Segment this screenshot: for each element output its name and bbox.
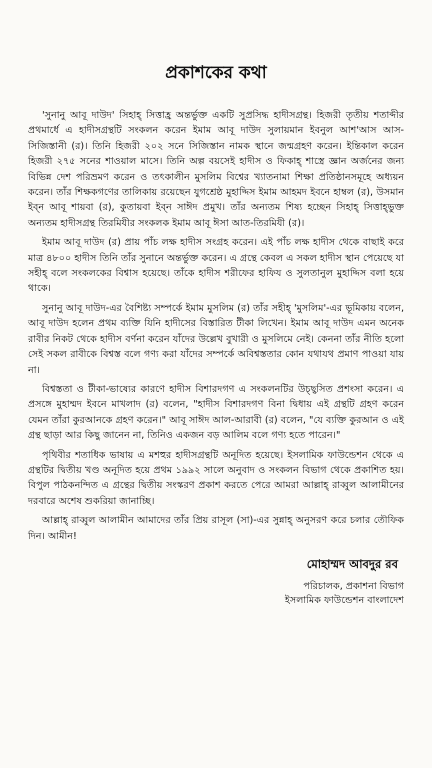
signatory-organization: ইসলামিক ফাউন্ডেশন বাংলাদেশ (284, 594, 404, 606)
signature-block (28, 556, 404, 608)
paragraph-collection: ইমাম আবূ দাউদ (র) প্রায় পাঁচ লক্ষ হাদীস সংগ্রহ করেন। এই পাঁচ লক্ষ হাদীস থেকে বাছাই করে মাত্র ৪৮০০ হাদীস তিনি তাঁর সুনানে অন্তর্ভুক্ত করেন। এ গ্রন্থে কেবল এ সকল হাদীস স্থান পেয়েছে যা সহীহ্ বলে সংকলকের বিশ্বাস হয়েছে। তাঁকে হাদীস শরীফের হাফিয ও সুলতানুল মুহাদ্দিস বলা হয়ে থাকে। (28, 237, 404, 295)
paragraph-features: সুনানু আবূ দাউদ-এর বৈশিষ্ট্য সম্পর্কে ইমাম মুসলিম (র) তাঁর সহীহ্ 'মুসলিম'-এর ভূমিকায় বলেন, আবূ দাউদ হলেন প্রথম ব্যক্তি যিনি হাদীসের বিস্তারিত টীকা লিখেন। ইমাম আবূ দাউদ এমন অনেক রাবীর নিকট থেকে হাদীস বর্ণনা করেন যাঁদের উল্লেখ বুখারী ও মুসলিমে নেই। কেননা তাঁর নীতি হলো সেই সকল রাবীকে বিশ্বস্ত বলে গণ্য করা যাঁদের সম্পর্কে অবিশ্বস্ততার কোন যথাযথ প্রমাণ পাওয়া যায় না। (28, 302, 404, 376)
signatory-role: পরিচালক, প্রকাশনা বিভাগ (303, 580, 404, 592)
signatory-name: মোহাম্মদ আবদুর রব (306, 556, 398, 571)
paragraph-intro: 'সুনানু আবূ দাউদ' সিহাহ্ সিত্তাহ্র অন্তর্ভুক্ত একটি সুপ্রসিদ্ধ হাদীসগ্রন্থ। হিজরী তৃতীয় শতাব্দীর প্রথমার্ধে এ হাদীসগ্রন্থটি সংকলন করেন ইমাম আবূ দাউদ সুলায়মান ইবনুল আশ'আস আস-সিজিস্তানী (র)। তিনি হিজরী ২০২ সনে সিজিস্তান নামক স্থানে জন্মগ্রহণ করেন। ইন্তিকাল করেন হিজরী ২৭৫ সনের শাওয়াল মাসে। তিনি অল্প বয়সেই হাদীস ও ফিকাহ্ শাস্ত্রে জ্ঞান অর্জনের জন্য বিভিন্ন দেশ পরিভ্রমণ করেন ও তৎকালীন মুসলিম বিশ্বের খ্যাতনামা শিক্ষা প্রতিষ্ঠানসমূহে অধ্যয়ন করেন। তাঁর শিক্ষকগণের তালিকায় রয়েছেন যুগশ্রেষ্ঠ মুহাদ্দিস ইমাম আহমদ ইবনে হাম্বল (র), উসমান ইব্ন আবূ শায়বা (র), কুতায়বা ইব্ন সাঈদ প্রমুখ। তাঁর অন্যতম শিষ্য হচ্ছেন সিহাহ্ সিত্তাহ্ভুক্ত অন্যতম হাদীসগ্রন্থ তিরমিযীর সংকলক ইমাম আবূ ঈসা আত-তিরমিযী (র)। (28, 110, 404, 229)
paragraph-praise: বিশ্বস্ততা ও টীকা-ভাষ্যের কারণে হাদীস বিশারদগণ এ সংকলনটির উচ্ছ্বসিত প্রশংসা করেন। এ প্রসঙ্গে মুহাম্মদ ইবনে মাখলাদ (র) বলেন, "হাদীস বিশারদগণ বিনা দ্বিধায় এই গ্রন্থটি গ্রহণ করেন যেমন তাঁরা কুরআনকে গ্রহণ করেন।" আবূ সাঈদ আল-আরাবী (র) বলেন, "যে ব্যক্তি কুরআন ও এই গ্রন্থ ছাড়া আর কিছু জানেন না, তিনিও একজন বড় আলিম বলে গণ্য হতে পারেন।" (28, 383, 404, 442)
paragraph-prayer: আল্লাহ্ রাব্বুল আলামীন আমাদের তাঁর প্রিয় রাসূল (সা)-এর সুন্নাহ্ অনুসরণ করে চলার তৌফিক দিন। আমীন! (28, 515, 404, 542)
page-title: প্রকাশকের কথা (165, 63, 267, 83)
paragraph-translation: পৃথিবীর শতাধিক ভাষায় এ মশহুর হাদীসগ্রন্থটি অনূদিত হয়েছে। ইসলামিক ফাউন্ডেশন থেকে এ গ্রন্থটির দ্বিতীয় খণ্ড অনূদিত হয়ে প্রথম ১৯৯২ সালে অনুবাদ ও সংকলন বিভাগ থেকে প্রকাশিত হয়। বিপুল পাঠকনন্দিত এ গ্রন্থের দ্বিতীয় সংস্করণ প্রকাশ করতে পেরে আমরা আল্লাহ্ রাব্বুল আলামীনের দরবারে অশেষ শুকরিয়া জানাচ্ছি। (28, 449, 404, 507)
